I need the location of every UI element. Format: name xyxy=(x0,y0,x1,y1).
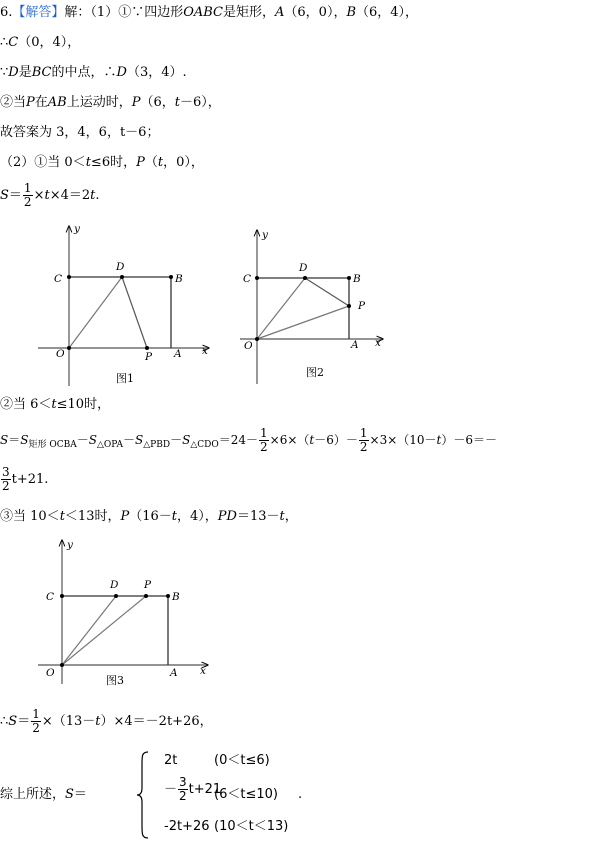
var: S xyxy=(88,433,97,447)
label-b: B xyxy=(175,273,183,285)
text: （6，0）， xyxy=(284,5,347,20)
figure-2 xyxy=(238,226,398,388)
var: t xyxy=(174,95,181,110)
var: t xyxy=(279,509,285,524)
subscript: △OPA xyxy=(96,440,124,450)
line-10 xyxy=(0,466,48,494)
numerator: 1 xyxy=(32,707,40,721)
segment-op xyxy=(62,596,146,665)
text: ×3×（10－ xyxy=(369,433,437,447)
text: ＝ xyxy=(17,714,31,729)
var: C xyxy=(8,35,19,50)
var: t xyxy=(90,188,96,203)
text: ×4＝2 xyxy=(49,188,91,203)
text: 在 xyxy=(34,95,48,110)
label-a: A xyxy=(351,339,359,351)
text: －6）－ xyxy=(314,433,358,447)
fraction xyxy=(31,708,41,735)
text: （16－ xyxy=(129,509,172,524)
denominator: 2 xyxy=(260,440,268,454)
line-9 xyxy=(0,426,497,459)
text: ∴ xyxy=(0,714,9,729)
label-o: O xyxy=(46,667,55,679)
label-x: x xyxy=(200,665,206,677)
label-c: C xyxy=(46,591,55,603)
label-p: P xyxy=(358,300,366,312)
text: 解：（1）①∵四边形 xyxy=(64,5,184,20)
label-o: O xyxy=(56,348,65,360)
var: t xyxy=(95,714,101,729)
numerator: 3 xyxy=(2,465,10,479)
text: ＝13－ xyxy=(236,509,280,524)
fraction xyxy=(178,776,188,803)
text: ＝ xyxy=(73,787,87,802)
numerator: 3 xyxy=(179,775,187,789)
point-d xyxy=(120,275,124,279)
fraction xyxy=(259,427,269,454)
label-d: D xyxy=(116,261,125,273)
text: ＝ xyxy=(8,188,22,203)
summary-label: 综上所述， xyxy=(0,787,66,802)
var: S xyxy=(20,433,29,447)
text: （6，4）， xyxy=(356,5,419,20)
var: t xyxy=(85,155,91,170)
line-2 xyxy=(0,34,80,52)
var: t xyxy=(436,433,442,447)
point-c xyxy=(67,275,71,279)
label-b: B xyxy=(172,591,180,603)
subscript: △PBD xyxy=(143,440,171,450)
line-1 xyxy=(0,4,418,22)
label-a: A xyxy=(174,348,182,360)
text: 是 xyxy=(18,65,32,80)
text: ∵ xyxy=(0,65,9,80)
label-c: C xyxy=(243,273,252,285)
var: t xyxy=(309,433,315,447)
summary-line xyxy=(0,786,87,804)
segment-dp xyxy=(122,277,147,348)
var: t xyxy=(157,155,164,170)
numerator: 1 xyxy=(359,426,368,440)
text: ，4）， xyxy=(177,509,218,524)
line-7 xyxy=(0,182,100,210)
text: ）×4＝－2t+26， xyxy=(100,714,213,729)
text: （6， xyxy=(140,95,175,110)
segment-dp xyxy=(305,278,349,306)
text: ×（13－ xyxy=(41,714,96,729)
var: OABC xyxy=(183,5,223,20)
numerator: 1 xyxy=(260,426,268,440)
text: . xyxy=(95,188,100,203)
var: S xyxy=(65,787,74,802)
var: D xyxy=(8,65,19,80)
label-y: y xyxy=(67,539,73,551)
segment-od xyxy=(62,596,116,665)
label-o: O xyxy=(244,340,253,352)
point-c xyxy=(60,594,64,598)
text: （0，4）， xyxy=(18,35,81,50)
point-d xyxy=(114,594,118,598)
label-p: P xyxy=(144,579,152,591)
text: ③当 10＜ xyxy=(0,509,60,524)
segment-op xyxy=(257,306,349,339)
label-x: x xyxy=(375,337,381,349)
var: S xyxy=(0,433,9,447)
text: ×6×（ xyxy=(269,433,310,447)
text: － xyxy=(170,433,183,447)
caption-fig3: 图3 xyxy=(106,674,124,687)
label-d: D xyxy=(110,579,119,591)
subscript: 矩形 OCBA xyxy=(28,440,77,450)
segment-od xyxy=(69,277,122,348)
denominator: 2 xyxy=(359,440,368,454)
label-b: B xyxy=(353,273,361,285)
text: ≤6时， xyxy=(90,155,137,170)
line-6 xyxy=(0,154,204,172)
line-8 xyxy=(0,396,110,414)
denominator: 2 xyxy=(179,789,187,803)
point-o xyxy=(67,346,71,350)
label-p: P xyxy=(145,351,153,363)
point-d xyxy=(303,276,307,280)
text: － xyxy=(76,433,89,447)
piecewise-brace xyxy=(136,750,150,840)
var: AB xyxy=(47,95,67,110)
label-a: A xyxy=(170,667,178,679)
var: B xyxy=(346,5,357,20)
var: PD xyxy=(217,509,237,524)
text: ≤10时， xyxy=(56,397,111,412)
text: ＝ xyxy=(8,433,21,447)
text: × xyxy=(33,188,45,203)
line-4 xyxy=(0,94,221,112)
fraction xyxy=(359,427,369,454)
denominator: 2 xyxy=(32,721,40,735)
denominator: 2 xyxy=(23,195,32,209)
subscript: △CDO xyxy=(190,440,219,450)
text: －6）， xyxy=(180,95,221,110)
text: （ xyxy=(144,155,158,170)
point-b xyxy=(166,594,170,598)
caption-fig1: 图1 xyxy=(116,372,134,385)
text: （3，4）. xyxy=(126,65,187,80)
text: 的中点，∴ xyxy=(51,65,117,80)
text: ， xyxy=(284,509,298,524)
figure-3 xyxy=(36,536,216,696)
text: ②当 6＜ xyxy=(0,397,52,412)
var: t xyxy=(44,188,50,203)
figure-1 xyxy=(36,222,216,392)
text: － xyxy=(123,433,136,447)
var: S xyxy=(0,188,9,203)
point-b xyxy=(347,276,351,280)
var: t xyxy=(171,509,177,524)
point-p xyxy=(144,594,148,598)
text: ，0）， xyxy=(163,155,204,170)
problem-number: 6. xyxy=(0,5,13,20)
text: （2）①当 0＜ xyxy=(0,155,86,170)
text: ＜13时， xyxy=(64,509,121,524)
var: BC xyxy=(31,65,52,80)
text: t+21 xyxy=(188,782,222,797)
var: P xyxy=(136,155,145,170)
case-2-cond: (6＜t≤10) xyxy=(214,787,278,802)
label-y: y xyxy=(262,229,268,241)
var: S xyxy=(182,433,191,447)
case-3-cond: (10＜t＜13) xyxy=(214,819,289,834)
text: 是矩形， xyxy=(223,5,276,20)
line-3 xyxy=(0,64,187,82)
var: t xyxy=(51,397,57,412)
summary-period: . xyxy=(298,787,303,802)
text: t+21. xyxy=(11,472,49,487)
fraction xyxy=(23,182,33,209)
label-c: C xyxy=(54,273,63,285)
label-y: y xyxy=(74,223,80,235)
denominator: 2 xyxy=(2,479,10,493)
var: P xyxy=(120,509,130,524)
point-p xyxy=(145,346,149,350)
line-5: 故答案为 3，4，6，t－6； xyxy=(0,125,160,140)
var: P xyxy=(131,95,141,110)
point-b xyxy=(169,275,173,279)
line-11 xyxy=(0,508,298,526)
point-p xyxy=(347,304,351,308)
caption-fig2: 图2 xyxy=(306,366,324,379)
numerator: 1 xyxy=(23,181,32,195)
point-o xyxy=(60,663,64,667)
text: 上运动时， xyxy=(66,95,132,110)
case-2-expr xyxy=(164,776,221,803)
var: S xyxy=(8,714,18,729)
var: A xyxy=(275,5,285,20)
text: ∴ xyxy=(0,35,9,50)
var: S xyxy=(135,433,144,447)
label-x: x xyxy=(202,345,208,357)
fraction xyxy=(1,466,11,493)
var: t xyxy=(59,509,65,524)
line-12 xyxy=(0,708,213,736)
answer-tag: 【解答】 xyxy=(12,5,65,20)
case-1-expr: 2t xyxy=(164,753,178,768)
case-3-expr: -2t+26 xyxy=(164,819,210,834)
point-o xyxy=(255,337,259,341)
point-c xyxy=(255,276,259,280)
text: － xyxy=(164,782,178,797)
case-1-cond: (0＜t≤6) xyxy=(214,753,270,768)
text: ）－6＝－ xyxy=(441,433,497,447)
text: ＝24－ xyxy=(218,433,259,447)
text: ②当 xyxy=(0,95,27,110)
var: P xyxy=(26,95,35,110)
label-d: D xyxy=(299,262,308,274)
var: D xyxy=(116,65,127,80)
